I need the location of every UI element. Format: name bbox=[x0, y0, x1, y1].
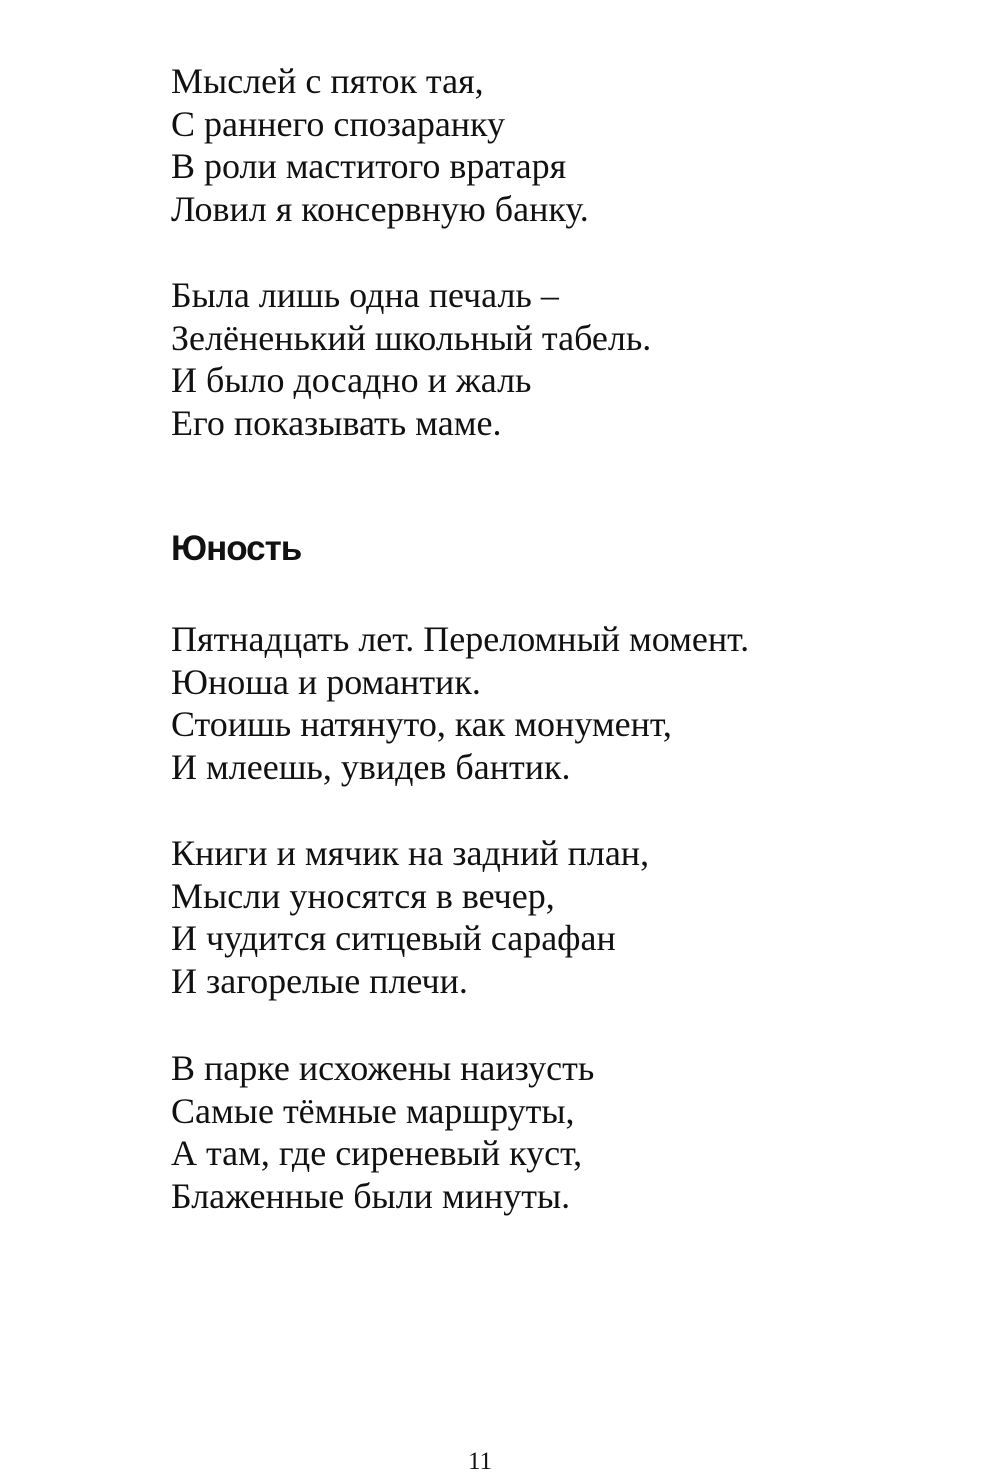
poem-line: В парке исхожены наизусть bbox=[171, 1048, 595, 1088]
poem-line: Книги и мячик на задний план, bbox=[171, 833, 650, 873]
stanza-2 bbox=[171, 274, 931, 445]
poem-line: Зелёненький школьный табель. bbox=[171, 317, 652, 358]
stanza-5 bbox=[171, 1047, 931, 1218]
poem-line: С раннего спозаранку bbox=[171, 103, 506, 144]
stanza-3 bbox=[171, 618, 931, 789]
poem-line: Мыслей с пяток тая, bbox=[171, 61, 484, 101]
poem-title: Юность bbox=[171, 529, 302, 568]
poem-line: И чудится ситцевый сарафан bbox=[171, 918, 616, 959]
stanza-4 bbox=[171, 832, 931, 1003]
poem-line: Его показывать маме. bbox=[171, 403, 502, 444]
poem-line: В роли маститого вратаря bbox=[171, 146, 567, 187]
page-number: 11 bbox=[467, 1448, 493, 1475]
poem-line: Ловил я консервную банку. bbox=[171, 189, 589, 230]
poem-line: Была лишь одна печаль – bbox=[171, 275, 559, 315]
poem-line: И млеешь, увидев бантик. bbox=[171, 747, 571, 788]
poem-line: Самые тёмные маршруты, bbox=[171, 1090, 575, 1131]
poem-line: Стоишь натянуто, как монумент, bbox=[171, 704, 672, 745]
poem-line: Блаженные были минуты. bbox=[171, 1176, 571, 1217]
poem-line: И загорелые плечи. bbox=[171, 961, 468, 1002]
poem-line: И было досадно и жаль bbox=[171, 360, 532, 401]
poem-line: А там, где сиреневый куст, bbox=[171, 1133, 583, 1174]
stanza-1 bbox=[171, 60, 931, 231]
poem-line: Пятнадцать лет. Переломный момент. bbox=[171, 619, 750, 659]
poem-line: Мысли уносятся в вечер, bbox=[171, 875, 555, 916]
poem-line: Юноша и романтик. bbox=[171, 661, 481, 702]
